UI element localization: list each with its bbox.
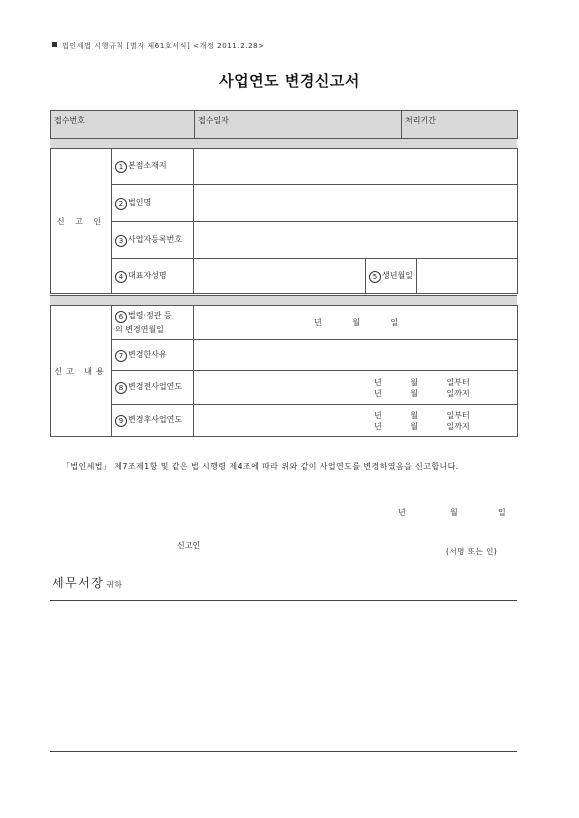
processing-period-cell[interactable] (402, 111, 518, 139)
reason-input-cell[interactable] (194, 340, 518, 371)
receipt-date-label: 접수일자 (198, 116, 229, 125)
corp-name-input-cell[interactable] (194, 185, 518, 222)
reporter-section-label: 신 고 인 (51, 149, 112, 294)
page-title: 사업연도 변경신고서 (219, 72, 360, 90)
form-reference-text: 법인세법 시행규칙 [별지 제61호서식] <개정 2011.2.28> (62, 42, 265, 50)
number-badge: 5 (369, 271, 381, 283)
change-date-label-line1: 법령·정관 등 (128, 311, 172, 320)
form-reference (52, 41, 265, 51)
change-date-label-cell (112, 306, 194, 340)
after-year-label: 변경후사업연도 (128, 415, 183, 424)
before-year-to: 년 월 일까지 (374, 388, 470, 398)
receipt-table (50, 110, 518, 139)
rep-name-label-cell (112, 259, 194, 294)
content-row-reason (51, 340, 518, 371)
bottom-divider-line (50, 751, 517, 752)
reporter-row-address (51, 149, 518, 185)
after-year-to: 년 월 일까지 (374, 421, 470, 431)
content-row-change-date (51, 306, 518, 340)
number-badge: 6 (115, 311, 127, 323)
after-year-from: 년 월 일부터 (374, 410, 470, 420)
recipient (52, 574, 123, 591)
recipient-name: 세무서장 (52, 576, 105, 590)
processing-period-label: 처리기간 (405, 116, 436, 125)
change-date-input-cell[interactable] (194, 306, 518, 340)
change-date-ymd: 년 월 일 (314, 318, 399, 327)
sign-date-year[interactable]: 년 (398, 508, 406, 517)
receipt-row (51, 111, 518, 139)
reason-label: 변경한사유 (128, 349, 167, 359)
birth-input-cell[interactable] (417, 259, 518, 294)
receipt-number-label: 접수번호 (54, 116, 85, 125)
number-badge: 3 (115, 235, 127, 247)
biz-reg-input-cell[interactable] (194, 222, 518, 259)
biz-reg-label: 사업자등록번호 (128, 234, 183, 244)
reporter-row-rep (51, 259, 518, 294)
rep-name-label: 대표자성명 (128, 270, 167, 280)
content-section-label: 신고 내용 (51, 306, 112, 437)
change-date-label-line1-group (115, 309, 172, 323)
change-date-label-line2: 의 변경연월일 (115, 325, 164, 334)
content-table (50, 305, 518, 437)
sign-date-day[interactable]: 일 (498, 508, 506, 517)
address-label: 본점소재지 (128, 161, 167, 170)
birth-label: 생년월일 (382, 270, 413, 280)
before-year-from: 년 월 일부터 (374, 377, 470, 387)
bullet-square-icon (52, 42, 57, 47)
number-badge: 7 (115, 350, 127, 362)
before-year-label: 변경전사업연도 (128, 382, 183, 391)
address-input-cell[interactable] (194, 149, 518, 185)
before-year-input-cell[interactable] (194, 371, 518, 405)
content-row-before (51, 371, 518, 405)
biz-reg-label-cell (112, 222, 194, 259)
birth-label-cell (366, 259, 417, 294)
receipt-date-cell[interactable] (195, 111, 402, 139)
number-badge: 1 (115, 161, 127, 173)
after-year-input-cell[interactable] (194, 405, 518, 437)
recipient-suffix: 귀하 (106, 580, 123, 589)
corp-name-label: 법인명 (128, 197, 152, 207)
number-badge: 2 (115, 198, 127, 210)
number-badge: 4 (115, 271, 127, 283)
rep-name-input-cell[interactable] (194, 259, 366, 294)
divider-line (50, 600, 517, 601)
signer-label: 신고인 (177, 541, 201, 550)
content-row-after (51, 405, 518, 437)
declaration-statement: 「법인세법」 제7조제1항 및 같은 법 시행령 제4조에 따라 위와 같이 사업연도를 변경하였음을 신고합니다. (62, 462, 459, 471)
before-year-label-cell (112, 371, 194, 405)
number-badge: 9 (115, 415, 127, 427)
change-date-label-line1-wrap (115, 309, 190, 323)
sign-date-month[interactable]: 월 (450, 508, 458, 517)
reporter-table (50, 148, 518, 294)
reporter-row-regno (51, 222, 518, 259)
reporter-row-name (51, 185, 518, 222)
after-year-label-cell (112, 405, 194, 437)
receipt-number-cell[interactable] (51, 111, 195, 139)
reason-label-cell (112, 340, 194, 371)
corp-name-label-cell (112, 185, 194, 222)
address-label-cell (112, 149, 194, 185)
signature-field[interactable]: (서명 또는 인) (446, 547, 498, 556)
number-badge: 8 (115, 382, 127, 394)
